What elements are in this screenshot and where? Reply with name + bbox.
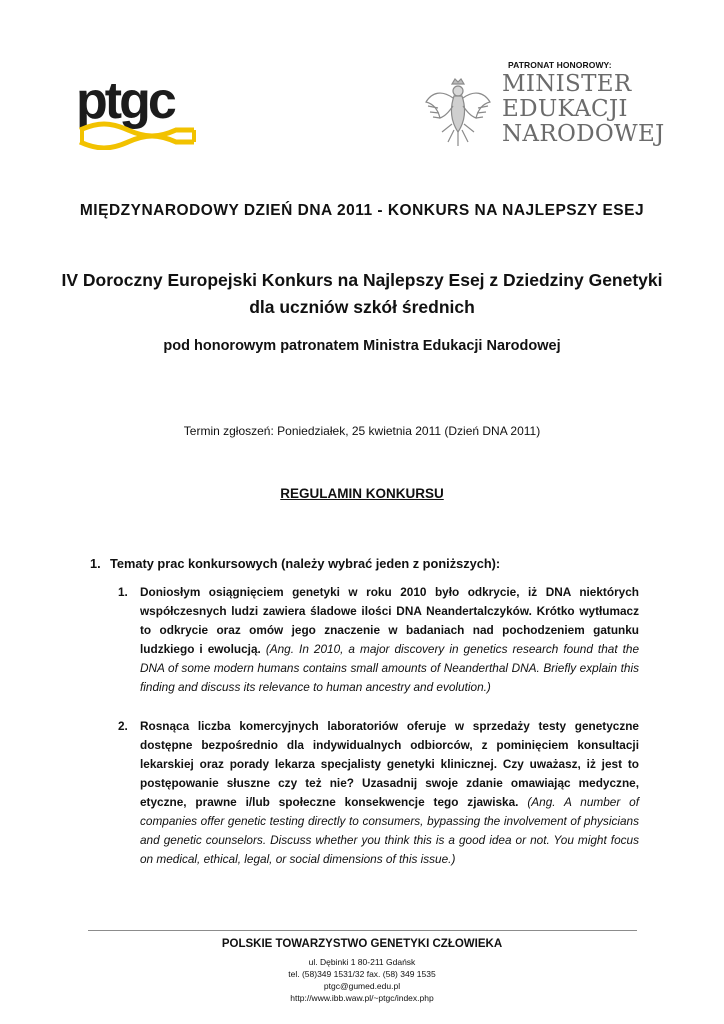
section-1-heading bbox=[90, 556, 500, 571]
topic-1-polish: Doniosłym osiągnięciem genetyki w roku 2010 było odkrycie, iż DNA niektórych współczesnych ludzi zawiera śladowe ilości DNA Neandertalczyków. Krótko wytłumacz to odkrycie oraz omów jego znaczenie w badaniach nad pochodzeniem gatunku ludzkiego i ewolucją. bbox=[140, 585, 639, 656]
patronat-label: PATRONAT HONOROWY: bbox=[508, 60, 612, 70]
regulamin-heading: REGULAMIN KONKURSU bbox=[280, 486, 444, 501]
footer-url-link[interactable]: http://www.ibb.waw.pl/~ptgc/index.php bbox=[290, 993, 434, 1003]
main-title: MIĘDZYNARODOWY DZIEŃ DNA 2011 - KONKURS NA NAJLEPSZY ESEJ bbox=[79, 202, 645, 219]
subtitle-line-2: dla uczniów szkół średnich bbox=[249, 297, 475, 317]
deadline-text: Termin zgłoszeń: Poniedziałek, 25 kwietnia 2011 (Dzień DNA 2011) bbox=[183, 424, 541, 438]
patronage-line: pod honorowym patronatem Ministra Edukacji Narodowej bbox=[163, 338, 561, 354]
topic-2-number: 2. bbox=[118, 719, 128, 733]
ministry-line-2: EDUKACJI bbox=[502, 96, 628, 122]
topic-item-1 bbox=[118, 583, 639, 697]
topic-2-english: (Ang. A number of companies offer genetic testing directly to consumers, bypassing the involvement of physicians and genetic counselors. Discuss whether you think this is a good idea or not. You might focus on medical, ethical, legal, or social dimensions of this issue.) bbox=[140, 795, 640, 866]
ptgc-logo bbox=[76, 78, 198, 150]
topic-1-number: 1. bbox=[118, 585, 128, 599]
ptgc-logo-text: ptgc bbox=[76, 78, 174, 130]
footer-address: ul. Dębinki 1 80-211 Gdańsk bbox=[308, 957, 416, 967]
section-1-title: Tematy prac konkursowych (należy wybrać jeden z poniższych): bbox=[110, 556, 501, 571]
footer-email-link[interactable]: ptgc@gumed.edu.pl bbox=[323, 981, 401, 991]
ministry-line-3: NARODOWEJ bbox=[502, 121, 665, 147]
topic-2-body bbox=[118, 717, 639, 869]
eagle-emblem-icon bbox=[424, 76, 492, 150]
subtitle-line-1: IV Doroczny Europejski Konkurs na Najlepszy Esej z Dziedziny Genetyki bbox=[61, 270, 663, 290]
topic-1-body bbox=[118, 583, 639, 697]
topic-1-english: (Ang. In 2010, a major discovery in genetics research found that the DNA of some modern humans contains small amounts of Neanderthal DNA. Briefly explain this finding and discuss its relevance to human ancestry and evolution.) bbox=[140, 642, 640, 694]
footer-divider bbox=[88, 930, 637, 931]
topic-2-polish: Rosnąca liczba komercyjnych laboratoriów oferuje w sprzedaży testy genetyczne dostępne bezpośrednio dla indywidualnych odbiorców, z pominięciem konsultacji lekarskiej oraz porady lekarza specjalisty genetyki klinicznej. Czy uważasz, iż jest to postępowanie słuszne czy też nie? Uzasadnij swoje zdanie omawiając medyczne, etyczne, prawne i/lub społeczne konsekwencje tego zjawiska. bbox=[140, 719, 639, 809]
footer-org-name: POLSKIE TOWARZYSTWO GENETYKI CZŁOWIEKA bbox=[221, 938, 503, 950]
topic-item-2 bbox=[118, 717, 639, 869]
ministry-line-1: MINISTER bbox=[502, 71, 632, 97]
section-1-number: 1. bbox=[90, 556, 101, 571]
footer-phone: tel. (58)349 1531/32 fax. (58) 349 1535 bbox=[288, 969, 436, 979]
